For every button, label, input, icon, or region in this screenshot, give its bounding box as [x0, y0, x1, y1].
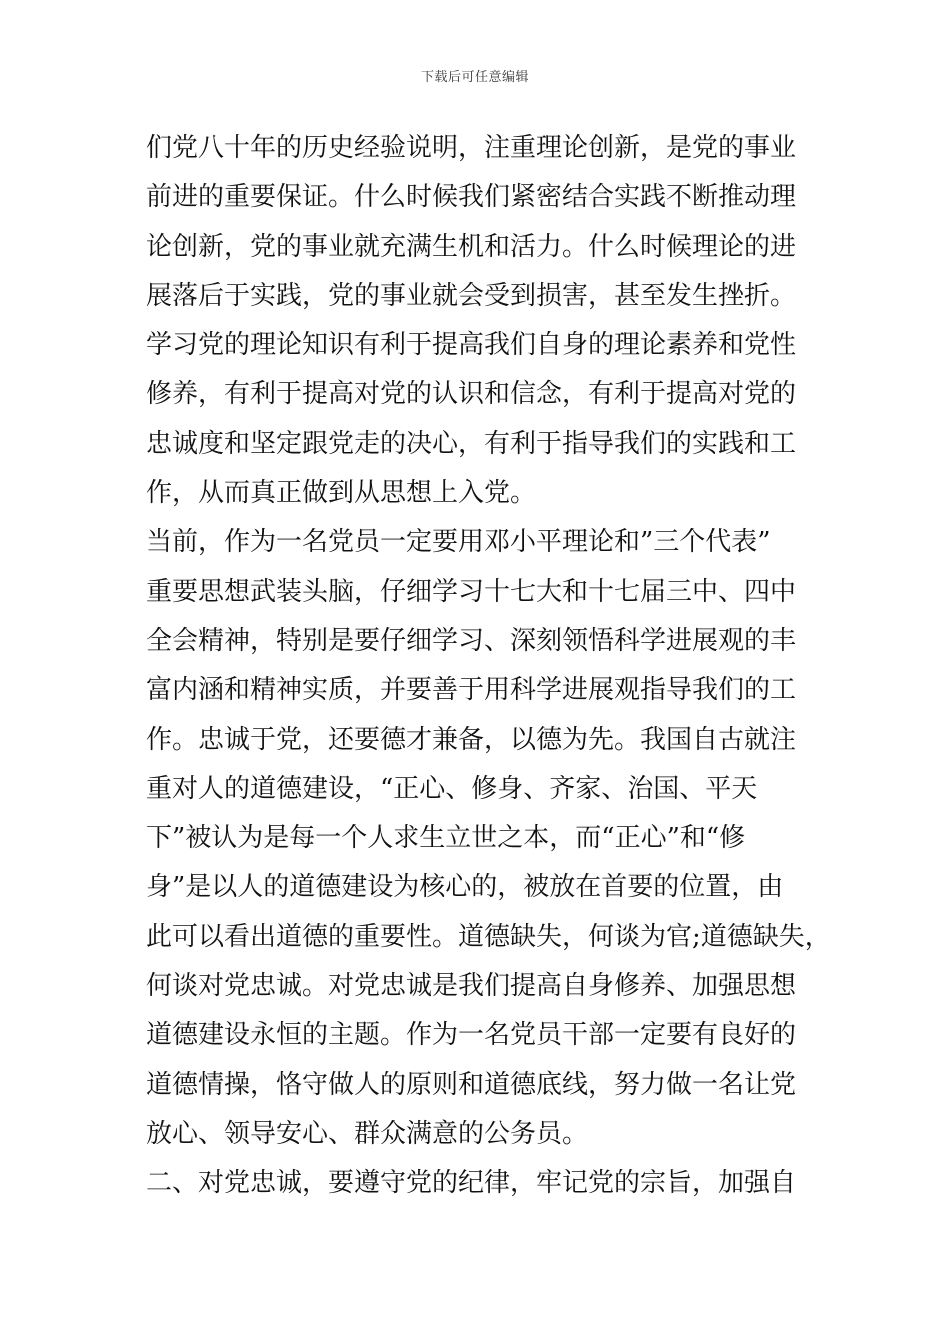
text-line: 展落后于实践，党的事业就会受到损害，甚至发生挫折。 — [146, 280, 797, 311]
text-line: 作，从而真正做到从思想上入党。 — [146, 478, 537, 509]
text-line: 前进的重要保证。什么时候我们紧密结合实践不断推动理 — [146, 182, 797, 213]
text-line: 重要思想武装头脑，仔细学习十七大和十七届三中、四中 — [146, 576, 797, 607]
text-line: 何谈对党忠诚。对党忠诚是我们提高自身修养、加强思想 — [146, 971, 797, 1002]
text-line: 们党八十年的历史经验说明，注重理论创新，是党的事业 — [146, 133, 797, 163]
page-header-note: 下载后可任意编辑 — [420, 70, 529, 85]
text-line: 学习党的理论知识有利于提高我们自身的理论素养和党性 — [146, 330, 797, 361]
text-line: 当前，作为一名党员一定要用邓小平理论和”三个代表” — [146, 527, 771, 558]
text-line: 道德情操，恪守做人的原则和道德底线，努力做一名让党 — [146, 1069, 797, 1100]
text-line: 作。忠诚于党，还要德才兼备，以德为先。我国自古就注 — [146, 724, 797, 755]
text-line: 身”是以人的道德建设为核心的，被放在首要的位置，由 — [146, 872, 784, 903]
document-body — [146, 124, 846, 1209]
text-line: 修养，有利于提高对党的认识和信念，有利于提高对党的 — [146, 379, 797, 410]
text-line: 富内涵和精神实质，并要善于用科学进展观指导我们的工 — [146, 675, 797, 706]
text-line: 重对人的道德建设，“正心、修身、齐家、治国、平天 — [146, 773, 758, 804]
text-line: 此可以看出道德的重要性。道德缺失，何谈为官;道德缺失， — [146, 921, 831, 952]
text-line: 论创新，党的事业就充满生机和活力。什么时候理论的进 — [146, 231, 797, 262]
text-line: 放心、领导安心、群众满意的公务员。 — [146, 1118, 589, 1149]
text-line: 道德建设永恒的主题。作为一名党员干部一定要有良好的 — [146, 1020, 797, 1051]
text-line: 全会精神，特别是要仔细学习、深刻领悟科学进展观的丰 — [146, 625, 797, 656]
text-line: 忠诚度和坚定跟党走的决心，有利于指导我们的实践和工 — [146, 428, 797, 459]
text-line: 二、对党忠诚，要遵守党的纪律，牢记党的宗旨，加强自 — [146, 1168, 797, 1199]
text-line: 下”被认为是每一个人求生立世之本，而“正心”和“修 — [146, 823, 746, 854]
